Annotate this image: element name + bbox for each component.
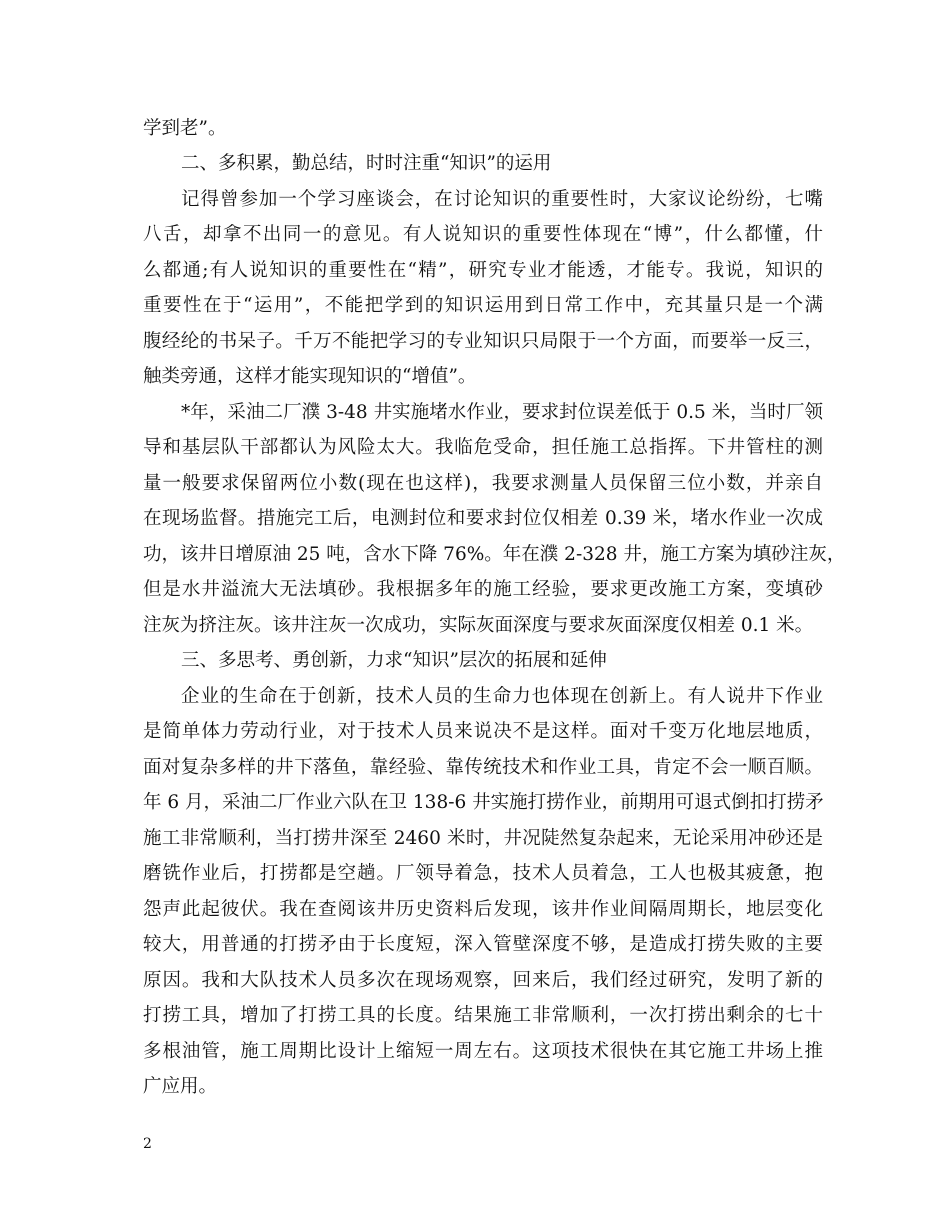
text-line: 量一般要求保留两位小数(现在也这样)，我要求测量人员保留三位小数，并亲自 [143, 473, 823, 494]
text-line: 在现场监督。措施完工后，电测封位和要求封位仅相差 0.39 米，堵水作业一次成 [143, 508, 823, 529]
text-line: 八舌，却拿不出同一的意见。有人说知识的重要性体现在“博”，什么都懂，什 [143, 224, 823, 245]
text-line: 学到老”。 [143, 118, 227, 139]
text-line: 企业的生命在于创新，技术人员的生命力也体现在创新上。有人说井下作业 [181, 686, 823, 707]
text-line: 重要性在于“运用”，不能把学到的知识运用到日常工作中，充其量只是一个满 [143, 295, 823, 316]
text-line: 是简单体力劳动行业，对于技术人员来说决不是这样。面对千变万化地层地质， [143, 721, 823, 742]
text-line: 但是水井溢流大无法填砂。我根据多年的施工经验，要求更改施工方案，变填砂 [143, 579, 823, 600]
text-line: 导和基层队干部都认为风险太大。我临危受命，担任施工总指挥。下井管柱的测 [143, 437, 823, 458]
text-line: 打捞工具，增加了打捞工具的长度。结果施工非常顺利，一次打捞出剩余的七十 [143, 1005, 823, 1026]
text-line: 较大，用普通的打捞矛由于长度短，深入管壁深度不够，是造成打捞失败的主要 [143, 934, 823, 955]
text-line: 年 6 月，采油二厂作业六队在卫 138-6 井实施打捞作业，前期用可退式倒扣打捞矛 [143, 792, 824, 813]
text-line: 记得曾参加一个学习座谈会，在讨论知识的重要性时，大家议论纷纷，七嘴 [181, 189, 823, 210]
text-line: 磨铣作业后，打捞都是空趟。厂领导着急，技术人员着急，工人也极其疲惫，抱 [143, 863, 823, 884]
text-line: 腹经纶的书呆子。千万不能把学习的专业知识只局限于一个方面，而要举一反三， [143, 331, 823, 352]
text-line: *年，采油二厂濮 3-48 井实施堵水作业，要求封位误差低于 0.5 米，当时厂领 [181, 402, 823, 423]
text-line: 注灰为挤注灰。该井注灰一次成功，实际灰面深度与要求灰面深度仅相差 0.1 米。 [143, 615, 814, 636]
text-line: 功，该井日增原油 25 吨，含水下降 76%。年在濮 2-328 井，施工方案为填砂注灰， [143, 544, 846, 565]
text-line: 触类旁通，这样才能实现知识的“增值”。 [143, 366, 477, 387]
text-line: 面对复杂多样的井下落鱼，靠经验、靠传统技术和作业工具，肯定不会一顺百顺。 [143, 757, 823, 778]
text-line: 怨声此起彼伏。我在查阅该井历史资料后发现，该井作业间隔周期长，地层变化 [143, 899, 823, 920]
section-heading: 二、多积累，勤总结，时时注重“知识”的运用 [181, 153, 552, 174]
text-line: 么都通;有人说知识的重要性在“精”，研究专业才能透，才能专。我说，知识的 [143, 260, 823, 281]
text-line: 多根油管，施工周期比设计上缩短一周左右。这项技术很快在其它施工井场上推 [143, 1041, 823, 1062]
section-heading: 三、多思考、勇创新，力求“知识”层次的拓展和延伸 [181, 650, 607, 671]
page-number: 2 [143, 1136, 152, 1152]
text-line: 原因。我和大队技术人员多次在现场观察，回来后，我们经过研究，发明了新的 [143, 970, 823, 991]
text-line: 施工非常顺利，当打捞井深至 2460 米时，井况陡然复杂起来，无论采用冲砂还是 [143, 828, 823, 849]
text-line: 广应用。 [143, 1076, 218, 1097]
